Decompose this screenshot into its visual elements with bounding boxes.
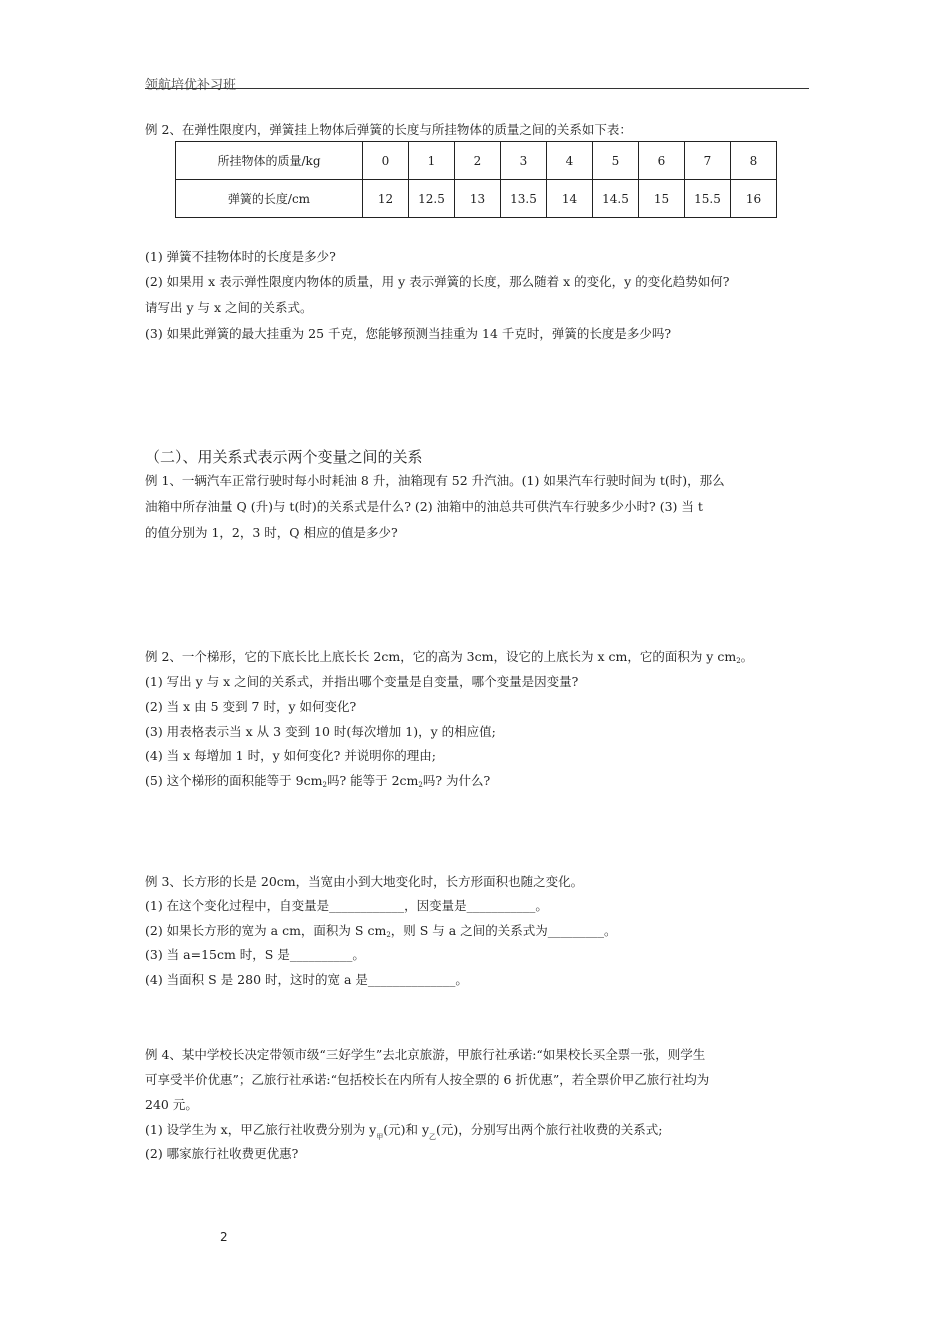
table-cell: 15	[639, 180, 685, 218]
table-row-label: 弹簧的长度/cm	[176, 180, 363, 218]
table-cell: 4	[547, 142, 593, 180]
ex2-spring-q2a: (2) 如果用 x 表示弹性限度内物体的质量，用 y 表示弹簧的长度，那么随着 x 的变化，y 的变化趋势如何?	[145, 274, 730, 289]
spring-table	[175, 141, 777, 218]
page-number: 2	[220, 1230, 228, 1244]
table-row-label: 所挂物体的质量/kg	[176, 142, 363, 180]
ex1-car-line2: 油箱中所存油量 Q (升)与 t(时)的关系式是什么? (2) 油箱中的油总共可供汽车行驶多少小时? (3) 当 t	[145, 499, 703, 514]
table-cell: 5	[593, 142, 639, 180]
ex2-trap-q3: (3) 用表格表示当 x 从 3 变到 10 时(每次增加 1)，y 的相应值;	[145, 724, 496, 739]
text: (元)和 y	[383, 1122, 430, 1137]
table-cell: 6	[639, 142, 685, 180]
section-2-title: （二）、用关系式表示两个变量之间的关系	[145, 448, 423, 466]
subscript: 甲	[376, 1133, 384, 1141]
ex3-rect-q3: (3) 当 a=15cm 时，S 是__________。	[145, 947, 365, 962]
table-cell: 15.5	[685, 180, 731, 218]
subscript: 乙	[429, 1133, 437, 1141]
superscript: 2	[418, 781, 423, 789]
table-cell: 1	[409, 142, 455, 180]
ex1-car-line3: 的值分别为 1，2，3 时，Q 相应的值是多少?	[145, 525, 398, 540]
text: 吗? 能等于 2cm	[326, 773, 419, 788]
ex2-trap-q5	[145, 775, 490, 788]
ex2-trap-intro	[145, 651, 753, 664]
superscript: 2	[736, 657, 741, 665]
ex2-trap-q1: (1) 写出 y 与 x 之间的关系式，并指出哪个变量是自变量，哪个变量是因变量?	[145, 674, 579, 689]
table-cell: 8	[731, 142, 777, 180]
table-cell: 13.5	[501, 180, 547, 218]
ex2-spring-q3: (3) 如果此弹簧的最大挂重为 25 千克，您能够预测当挂重为 14 千克时，弹簧的长度是多少吗?	[145, 326, 672, 341]
table-cell: 12.5	[409, 180, 455, 218]
text: ，则 S 与 a 之间的关系式为_________。	[390, 923, 617, 938]
ex4-travel-q1	[145, 1122, 663, 1141]
table-cell: 14	[547, 180, 593, 218]
ex4-travel-q2: (2) 哪家旅行社收费更优惠?	[145, 1146, 299, 1161]
ex2-spring-q2b: 请写出 y 与 x 之间的关系式。	[145, 300, 313, 315]
header-title: 领航培优补习班	[145, 78, 237, 93]
table-cell: 7	[685, 142, 731, 180]
ex3-rect-intro: 例 3、长方形的长是 20cm，当宽由小到大地变化时，长方形面积也随之变化。	[145, 874, 584, 889]
ex4-travel-line3: 240 元。	[145, 1097, 198, 1112]
text: (1) 设学生为 x，甲乙旅行社收费分别为 y	[145, 1122, 377, 1137]
ex2-spring-q1: (1) 弹簧不挂物体时的长度是多少?	[145, 249, 336, 264]
table-cell: 2	[455, 142, 501, 180]
superscript: 2	[386, 931, 391, 939]
table-cell: 16	[731, 180, 777, 218]
ex3-rect-q4: (4) 当面积 S 是 280 时，这时的宽 a 是______________。	[145, 972, 468, 987]
table-cell: 13	[455, 180, 501, 218]
text: 吗? 为什么?	[422, 773, 491, 788]
text: 。	[740, 649, 754, 664]
ex3-rect-q2	[145, 925, 616, 938]
table-row	[176, 142, 777, 180]
table-row	[176, 180, 777, 218]
text: (元)，分别写出两个旅行社收费的关系式;	[436, 1122, 663, 1137]
table-cell: 3	[501, 142, 547, 180]
ex3-rect-q1: (1) 在这个变化过程中，自变量是____________，因变量是___________。	[145, 898, 548, 913]
text: 例 2、一个梯形，它的下底长比上底长长 2cm，它的高为 3cm，设它的上底长为 x cm，它的面积为 y cm	[145, 649, 737, 664]
ex2-spring-intro: 例 2、在弹性限度内，弹簧挂上物体后弹簧的长度与所挂物体的质量之间的关系如下表：	[145, 122, 632, 137]
table-cell: 0	[363, 142, 409, 180]
table-cell: 12	[363, 180, 409, 218]
ex4-travel-line2: 可享受半价优惠”；乙旅行社承诺:“包括校长在内所有人按全票的 6 折优惠”，若全票价甲乙旅行社均为	[145, 1072, 710, 1087]
table-cell: 14.5	[593, 180, 639, 218]
ex1-car-line1: 例 1、一辆汽车正常行驶时每小时耗油 8 升，油箱现有 52 升汽油。(1) 如果汽车行驶时间为 t(时)，那么	[145, 473, 725, 488]
text: (2) 如果长方形的宽为 a cm，面积为 S cm	[145, 923, 387, 938]
superscript: 2	[322, 781, 327, 789]
text: (5) 这个梯形的面积能等于 9cm	[145, 773, 323, 788]
ex4-travel-line1: 例 4、某中学校长决定带领市级“三好学生”去北京旅游，甲旅行社承诺:“如果校长买全票一张，则学生	[145, 1047, 706, 1062]
ex2-trap-q4: (4) 当 x 每增加 1 时，y 如何变化? 并说明你的理由;	[145, 748, 436, 763]
header-rule	[145, 88, 809, 89]
ex2-trap-q2: (2) 当 x 由 5 变到 7 时，y 如何变化?	[145, 699, 357, 714]
